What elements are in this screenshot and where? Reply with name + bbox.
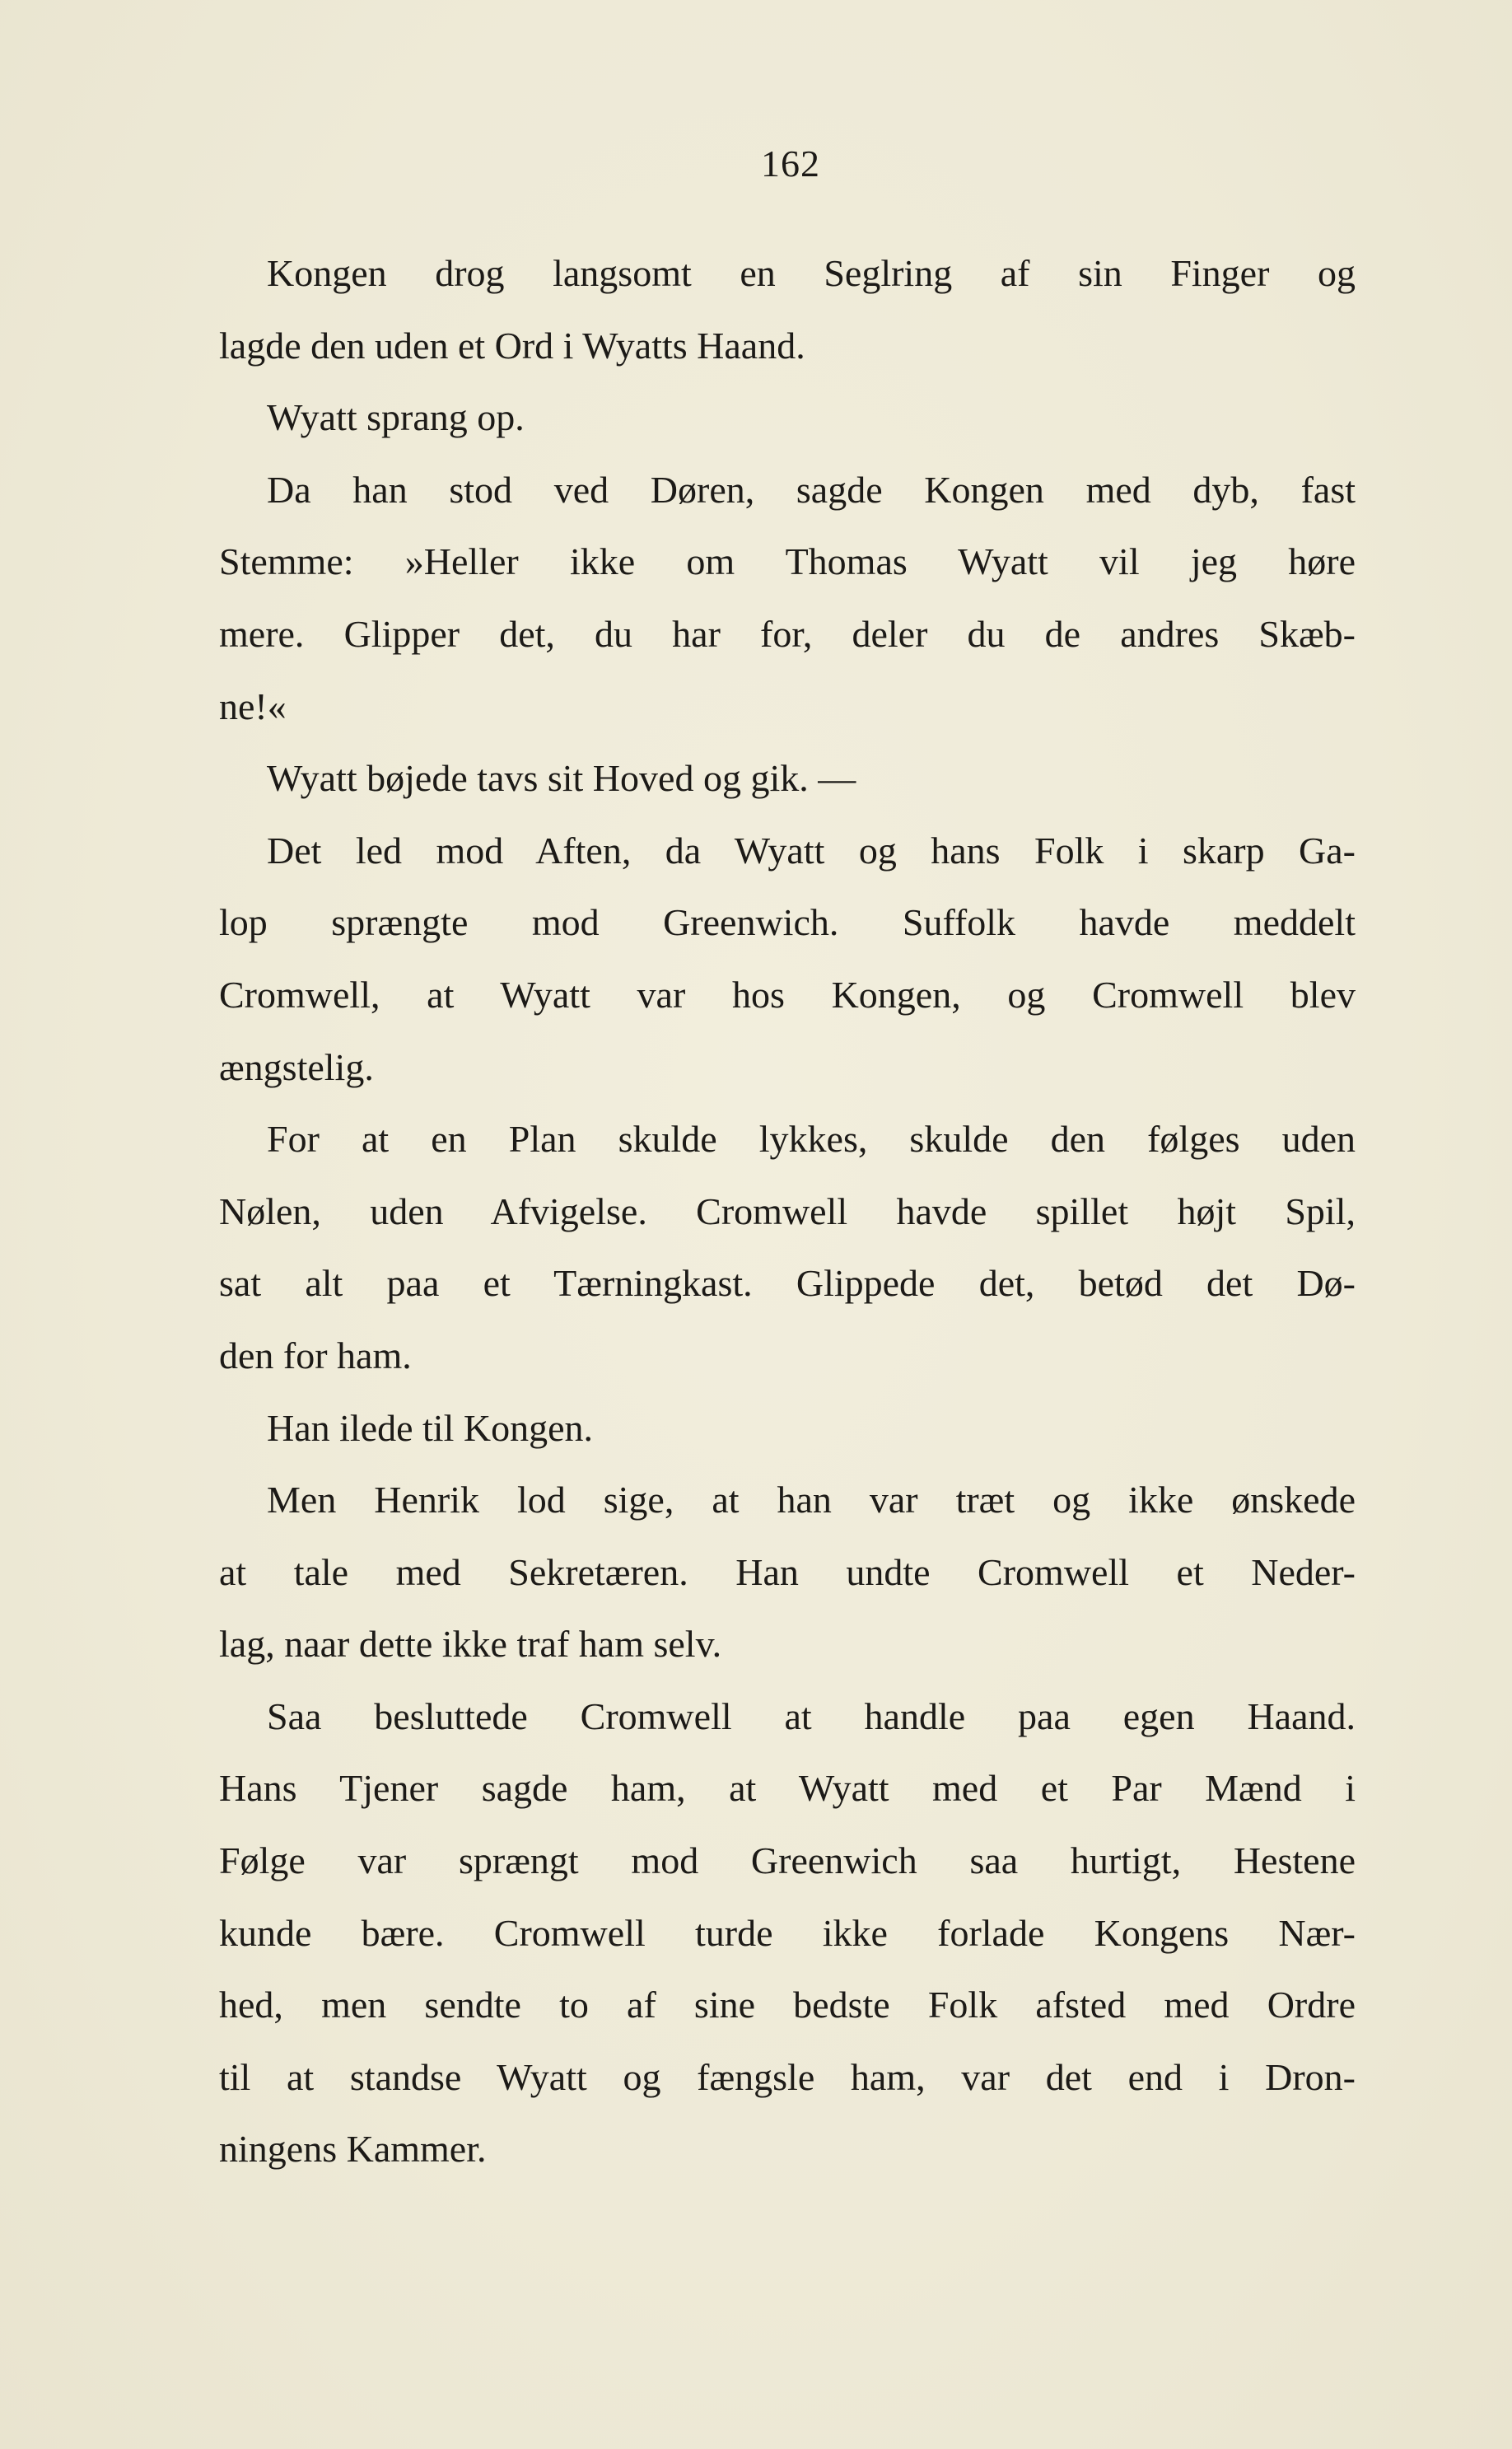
text-line: Kongen drog langsomt en Seglring af sin Finger og [267, 252, 1356, 294]
text-line: Han ilede til Kongen. [267, 1406, 594, 1449]
text-line: Nølen, uden Afvigelse. Cromwell havde spillet højt Spil, [219, 1189, 1356, 1232]
text-line: ningens Kammer. [219, 2128, 487, 2171]
text-line: kunde bære. Cromwell turde ikke forlade Kongens Nær- [219, 1911, 1356, 1954]
text-line: Det led mod Aften, da Wyatt og hans Folk i skarp Ga- [267, 829, 1356, 872]
text-line: at tale med Sekretæren. Han undte Cromwell et Neder- [219, 1550, 1356, 1593]
text-line: mere. Glipper det, du har for, deler du de andres Skæb- [219, 612, 1356, 655]
text-line: lagde den uden et Ord i Wyatts Haand. [219, 324, 805, 367]
text-line: Saa besluttede Cromwell at handle paa egen Haand. [267, 1694, 1356, 1737]
body-text [219, 237, 1356, 2185]
text-line: Men Henrik lod sige, at han var træt og ikke ønskede [267, 1479, 1356, 1521]
text-line: Wyatt bøjede tavs sit Hoved og gik. — [267, 757, 856, 800]
text-line: Hans Tjener sagde ham, at Wyatt med et Par Mænd i [219, 1767, 1356, 1810]
text-line: Følge var sprængt mod Greenwich saa hurtigt, Hestene [219, 1839, 1356, 1882]
text-line: sat alt paa et Tærningkast. Glippede det, betød det Dø- [219, 1262, 1356, 1305]
text-line: lag, naar dette ikke traf ham selv. [219, 1623, 722, 1666]
text-line: Da han stod ved Døren, sagde Kongen med dyb, fast [267, 468, 1356, 511]
text-line: For at en Plan skulde lykkes, skulde den følges uden [267, 1118, 1356, 1161]
text-line: lop sprængte mod Greenwich. Suffolk havde meddelt [219, 901, 1356, 944]
text-line: Cromwell, at Wyatt var hos Kongen, og Cromwell blev [219, 973, 1356, 1016]
text-line: hed, men sendte to af sine bedste Folk afsted med Ordre [219, 1984, 1356, 2026]
text-line: Wyatt sprang op. [267, 396, 525, 439]
text-line: ængstelig. [219, 1045, 374, 1088]
text-line: til at standse Wyatt og fængsle ham, var det end i Dron- [219, 2055, 1356, 2098]
text-line: den for ham. [219, 1334, 412, 1376]
text-line: ne!« [219, 685, 287, 727]
page-number: 162 [761, 143, 820, 185]
text-line: Stemme: »Heller ikke om Thomas Wyatt vil jeg høre [219, 540, 1356, 583]
